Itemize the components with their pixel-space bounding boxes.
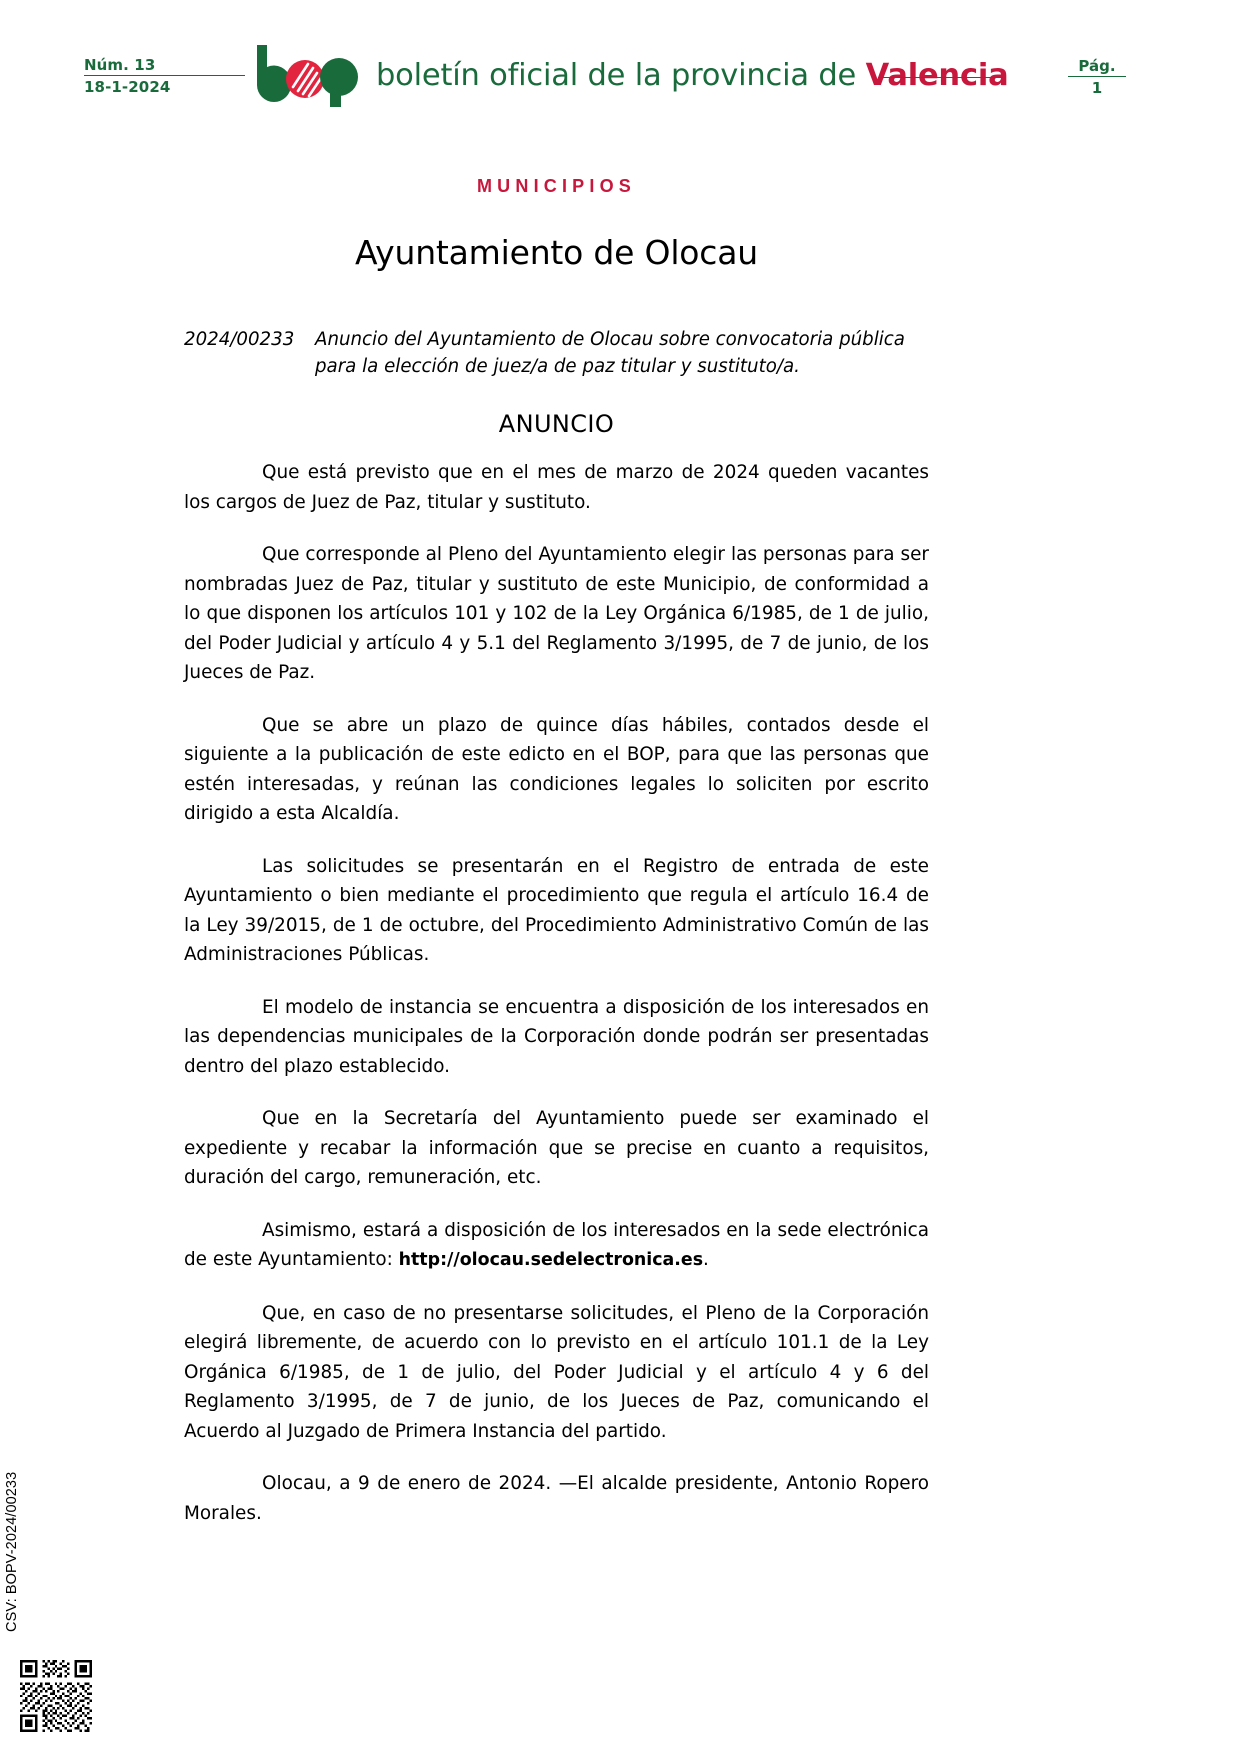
page-divider-extension [878, 77, 1003, 78]
page-label: Pág. [1078, 57, 1116, 75]
page-masthead [0, 0, 1241, 122]
issue-number: Núm. 13 [84, 56, 156, 74]
qr-code [20, 1660, 92, 1732]
page-divider [1068, 76, 1126, 77]
sede-text-before: Asimismo, estará a disposición de los interesados en la sede electrónica de este Ayuntamiento: [184, 1219, 929, 1270]
verification-stamp [0, 1388, 22, 1632]
issue-divider-extension [150, 75, 245, 76]
paragraph: Que en la Secretaría del Ayuntamiento puede ser examinado el expediente y recabar la información que se precise en cuanto a requisitos, duración del cargo, remuneración, etc. [184, 1108, 929, 1188]
reference-block [184, 326, 929, 380]
sede-url[interactable]: http://olocau.sedelectronica.es [398, 1250, 704, 1270]
paragraph-sede [184, 1216, 929, 1276]
paragraph: Que se abre un plazo de quince días hábiles, contados desde el siguiente a la publicación de este edicto en el BOP, para que las personas que estén interesadas, y reúnan las condiciones legales lo soliciten por escrito dirigido a esta Alcaldía. [184, 714, 929, 824]
issue-date: 18-1-2024 [84, 78, 171, 96]
paragraph: Que está previsto que en el mes de marzo de 2024 queden vacantes los cargos de Juez de Paz, titular y sustituto. [184, 462, 929, 513]
paragraph: Que, en caso de no presentarse solicitudes, el Pleno de la Corporación elegirá libremente, de acuerdo con lo previsto en el artículo 101.1 de la Ley Orgánica 6/1985, de 1 de julio, del Poder Judicial y el artículo 4 y 6 del Reglamento 3/1995, de 7 de junio, de los Jueces de Paz, comunicando el Acuerdo al Juzgado de Primera Instancia del partido. [184, 1302, 929, 1442]
section-kicker: MUNICIPIOS [476, 176, 636, 196]
announcement-heading: ANUNCIO [498, 410, 615, 438]
publication-title-accent: Valencia [865, 58, 1009, 93]
sede-text-after: . [703, 1249, 709, 1270]
document-body [184, 150, 929, 1528]
publication-title-main: boletín oficial de la provincia de [376, 58, 866, 93]
paragraph: Las solicitudes se presentarán en el Registro de entrada de este Ayuntamiento o bien mediante el procedimiento que regula el artículo 16.4 de la Ley 39/2015, de 1 de octubre, del Procedimiento Administrativo Común de las Administraciones Públicas. [184, 855, 929, 965]
publication-title [376, 57, 1008, 95]
reference-description: Anuncio del Ayuntamiento de Olocau sobre convocatoria pública para la elección de juez/a de paz titular y sustituto/a. [315, 329, 905, 377]
page-info [1037, 57, 1157, 97]
paragraph: Que corresponde al Pleno del Ayuntamiento elegir las personas para ser nombradas Juez de Paz, titular y sustituto de este Municipio, de conformidad a lo que disponen los artículos 101 y 102 de la Ley Orgánica 6/1985, de 1 de julio, del Poder Judicial y artículo 4 y 5.1 del Reglamento 3/1995, de 7 de junio, de los Jueces de Paz. [184, 544, 929, 683]
page-number: 1 [1091, 79, 1103, 97]
bop-logo-icon [253, 43, 363, 107]
reference-code: 2024/00233 [184, 329, 295, 350]
verification-csv-line: CSV: BOPV-2024/00233 [4, 1471, 20, 1632]
qr-code-icon [20, 1660, 92, 1732]
bop-logo [253, 43, 363, 107]
paragraph-signature: Olocau, a 9 de enero de 2024. —El alcalde presidente, Antonio Ropero Morales. [184, 1473, 929, 1524]
page-title: Ayuntamiento de Olocau [355, 233, 758, 272]
paragraph: El modelo de instancia se encuentra a disposición de los interesados en las dependencias municipales de la Corporación donde podrán ser presentadas dentro del plazo establecido. [184, 996, 929, 1077]
